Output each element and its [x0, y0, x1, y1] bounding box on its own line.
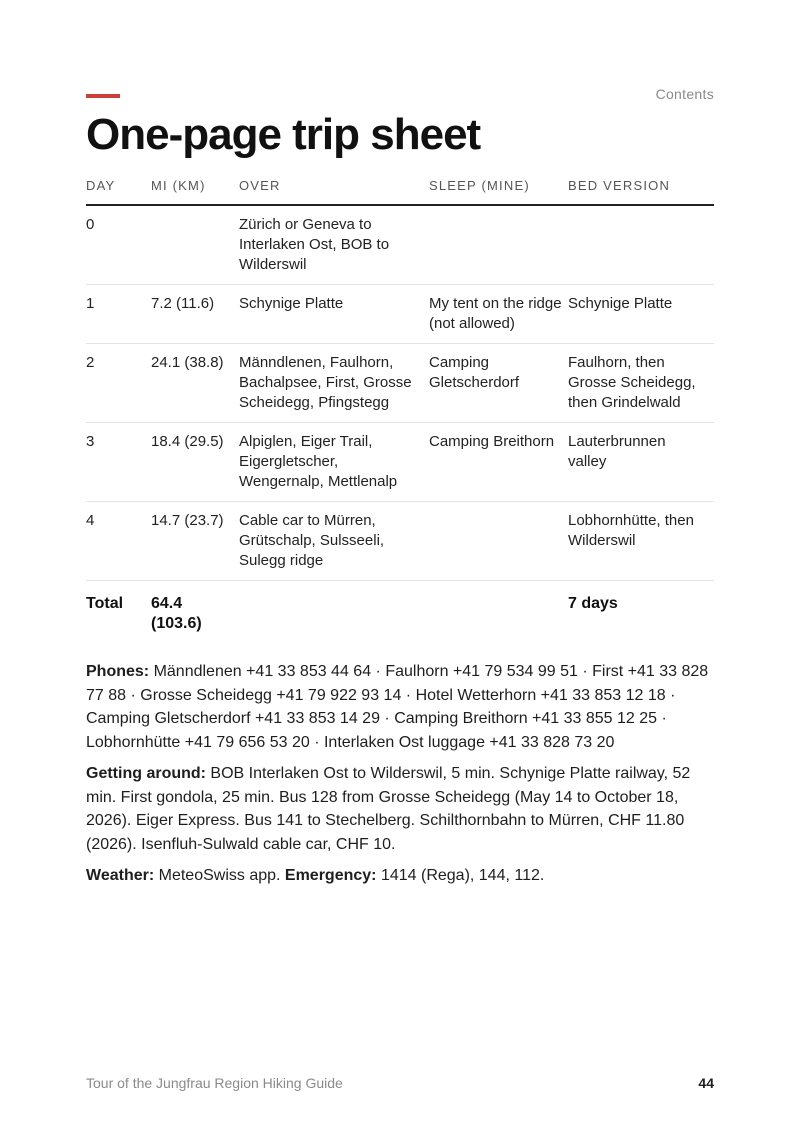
col-header-distance: MI (KM) [151, 176, 239, 205]
cell-sleep [429, 205, 568, 285]
table-row [86, 344, 714, 423]
col-header-over: OVER [239, 176, 429, 205]
cell-over: Zürich or Geneva to Interlaken Ost, BOB to Wilderswil [239, 205, 429, 285]
cell-day: 2 [86, 344, 151, 423]
table-row [86, 205, 714, 285]
cell-sleep: Camping Gletscherdorf [429, 344, 568, 423]
cell-sleep [429, 502, 568, 581]
getting-around-label: Getting around: [86, 765, 206, 782]
phones-text: Männdlenen +41 33 853 44 64 · Faulhorn +41 79 534 99 51 · First +41 33 828 77 88 · Grosse Scheidegg +41 79 922 93 14 · Hotel Wetterhorn +41 33 853 12 18 · Camping Gletscherdorf +41 33 853 14 29 · Camping Breithorn +41 33 855 12 25 · Lobhornhütte +41 79 656 53 20 · Interlaken Ost luggage +41 33 828 73 20 [86, 663, 709, 751]
total-bed: 7 days [568, 595, 618, 612]
footer-guide-title: Tour of the Jungfrau Region Hiking Guide [86, 1075, 343, 1091]
getting-around-paragraph [86, 762, 714, 856]
cell-over: Alpiglen, Eiger Trail, Eigergletscher, Wengernalp, Mettlenalp [239, 423, 429, 502]
cell-bed [568, 205, 714, 285]
page-number: 44 [698, 1075, 714, 1091]
cell-day: 4 [86, 502, 151, 581]
total-over [239, 581, 429, 644]
cell-over: Männdlenen, Faulhorn, Bachalpsee, First, Grosse Scheidegg, Pfingstegg [239, 344, 429, 423]
col-header-sleep: SLEEP (MINE) [429, 176, 568, 205]
cell-bed: Schynige Platte [568, 285, 714, 344]
accent-bar [86, 94, 120, 98]
cell-sleep: Camping Breithorn [429, 423, 568, 502]
contents-link[interactable]: Contents [655, 86, 714, 102]
table-row [86, 423, 714, 502]
cell-distance: 14.7 (23.7) [151, 502, 239, 581]
cell-bed: Lobhornhütte, then Wilderswil [568, 502, 714, 581]
trip-table [86, 176, 714, 643]
cell-distance: 24.1 (38.8) [151, 344, 239, 423]
total-sleep [429, 581, 568, 644]
notes-section [86, 660, 714, 896]
page-title: One-page trip sheet [86, 110, 481, 159]
cell-over: Cable car to Mürren, Grütschalp, Sulsseeli, Sulegg ridge [239, 502, 429, 581]
cell-day: 1 [86, 285, 151, 344]
total-label: Total [86, 595, 124, 612]
cell-day: 0 [86, 205, 151, 285]
cell-distance: 18.4 (29.5) [151, 423, 239, 502]
cell-day: 3 [86, 423, 151, 502]
phones-paragraph [86, 660, 714, 754]
col-header-bed: BED VERSION [568, 176, 714, 205]
cell-sleep: My tent on the ridge (not allowed) [429, 285, 568, 344]
table-row [86, 502, 714, 581]
cell-bed: Faulhorn, then Grosse Scheidegg, then Grindelwald [568, 344, 714, 423]
weather-paragraph [86, 864, 714, 888]
cell-over: Schynige Platte [239, 285, 429, 344]
cell-distance [151, 205, 239, 285]
phones-label: Phones: [86, 663, 150, 680]
cell-bed: Lauterbrunnen valley [568, 423, 714, 502]
getting-around-text: BOB Interlaken Ost to Wilderswil, 5 min. Schynige Platte railway, 52 min. First gondola, 25 min. Bus 128 from Grosse Scheidegg (May 14 to October 18, 2026). Eiger Express. Bus 141 to Stechelberg. Schilthornbahn to Mürren, CHF 11.80 (2026). Isenfluh-Sulwald cable car, CHF 10. [86, 765, 691, 853]
weather-text: MeteoSwiss app. [154, 867, 285, 884]
emergency-label: Emergency: [284, 867, 377, 884]
table-header-row [86, 176, 714, 205]
col-header-day: DAY [86, 176, 151, 205]
table-row [86, 285, 714, 344]
total-distance: 64.4 (103.6) [151, 595, 202, 632]
cell-distance: 7.2 (11.6) [151, 285, 239, 344]
total-row [86, 581, 714, 644]
weather-label: Weather: [86, 867, 155, 884]
emergency-text: 1414 (Rega), 144, 112. [376, 867, 545, 884]
